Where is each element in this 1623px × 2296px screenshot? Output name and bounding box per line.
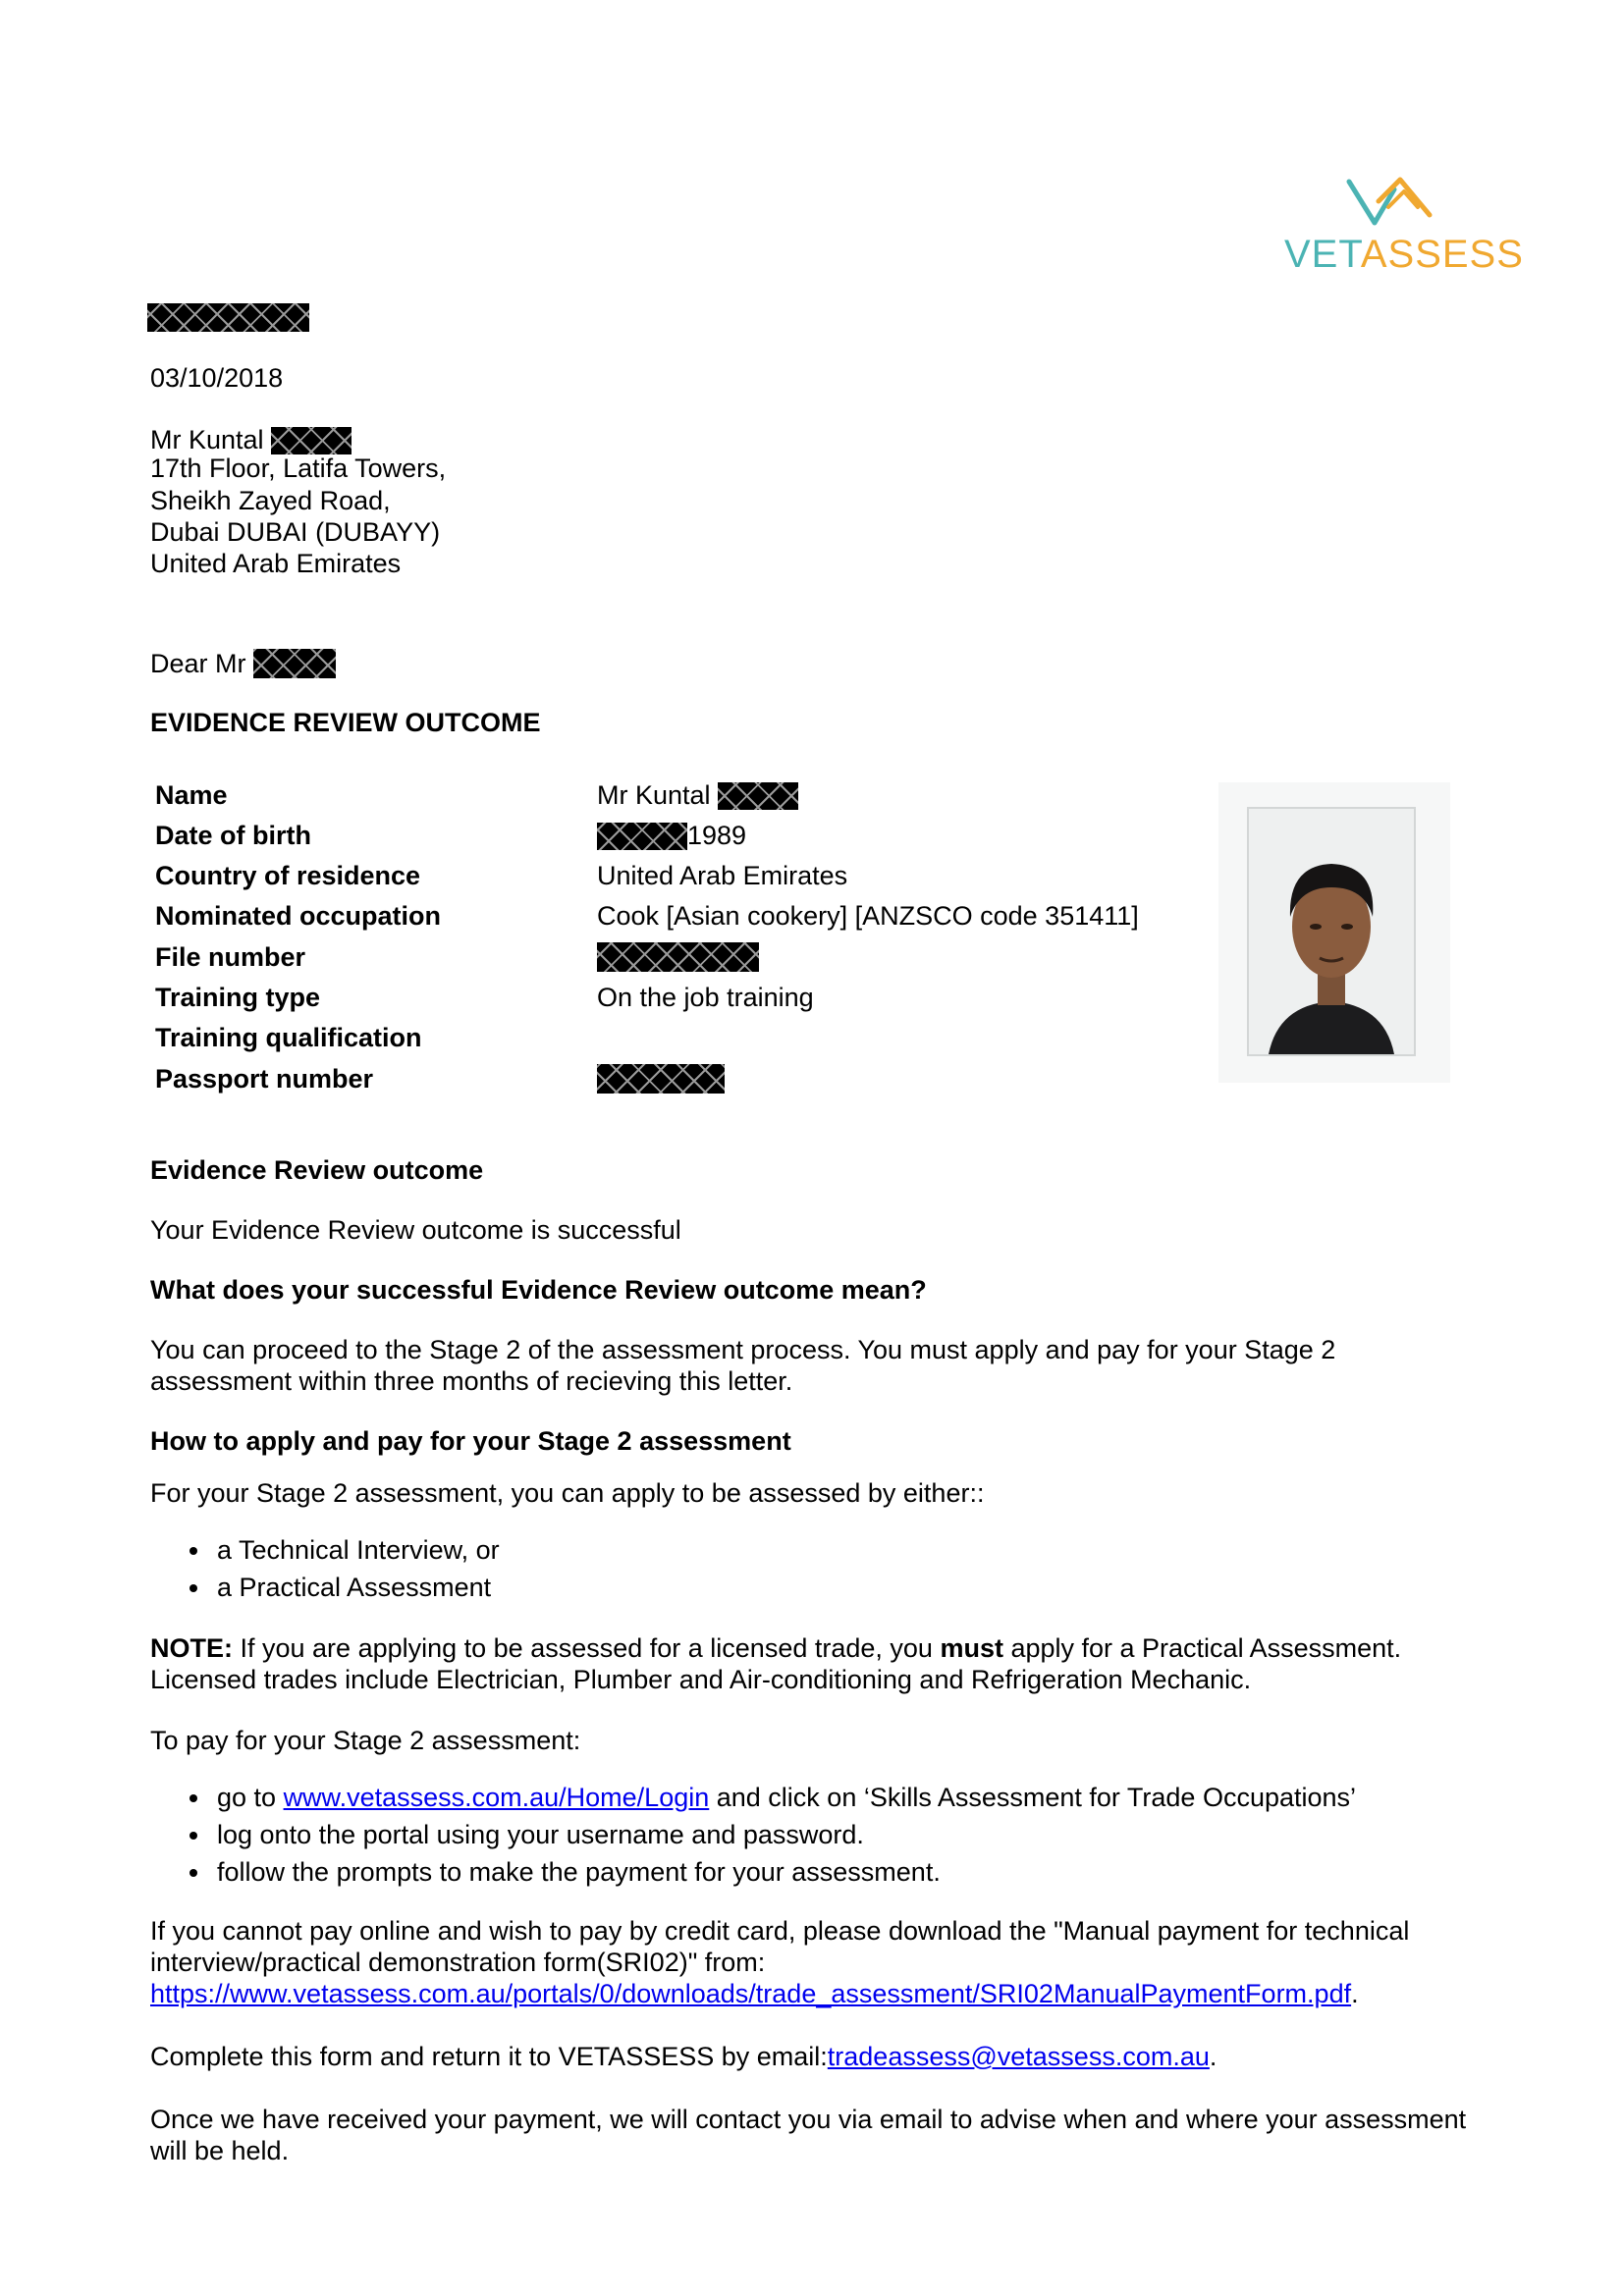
outcome-heading: Evidence Review outcome [150, 1155, 484, 1185]
redacted-salutation-name [253, 649, 336, 678]
redacted-reference [147, 303, 309, 332]
applicant-photo [1249, 809, 1414, 1054]
assessment-options-list [150, 1531, 500, 1606]
person-portrait-icon [1249, 809, 1414, 1054]
details-value [597, 936, 1139, 978]
details-label: Date of birth [155, 821, 311, 850]
redacted-dob [597, 823, 687, 850]
pay-step1-post: and click on ‘Skills Assessment for Trade Occupations’ [709, 1783, 1357, 1812]
meaning-heading: What does your successful Evidence Review outcome mean? [150, 1275, 927, 1305]
letter-heading: EVIDENCE REVIEW OUTCOME [150, 708, 541, 737]
logo-wordmark [1284, 233, 1524, 277]
details-label: Training type [155, 983, 321, 1012]
name-value: Mr Kuntal [597, 780, 711, 810]
tradeassess-email-link[interactable]: tradeassess@vetassess.com.au [827, 2042, 1210, 2071]
meaning-text: You can proceed to the Stage 2 of the assessment process. You must apply and pay for your Stage 2 assessment within three months of recieving this letter. [150, 1335, 1336, 1396]
details-row [155, 775, 1139, 816]
return-end: . [1209, 2042, 1217, 2071]
redacted-file-number [597, 942, 759, 972]
redacted-passport-number [597, 1064, 725, 1094]
details-label: File number [155, 941, 306, 972]
payment-steps-list [150, 1779, 1356, 1891]
details-row [155, 1058, 1139, 1099]
details-row [155, 856, 1139, 896]
manual-payment-text [150, 1915, 1446, 2009]
details-label: Passport number [155, 1063, 374, 1094]
list-item: log onto the portal using your username and password. [150, 1816, 1356, 1853]
final-text: Once we have received your payment, we will contact you via email to advise when and where your assessment will be held. [150, 2105, 1467, 2165]
details-row [155, 816, 1139, 856]
return-form-text [150, 2041, 1217, 2072]
dob-value: 1989 [687, 821, 747, 850]
note-text-1: If you are applying to be assessed for a licensed trade, you [233, 1633, 941, 1663]
details-value [597, 1018, 1139, 1058]
address-line-2: Sheikh Zayed Road, [150, 486, 391, 515]
details-value [597, 816, 1139, 856]
note-paragraph [150, 1632, 1486, 1695]
pay-step1-pre: go to [217, 1783, 284, 1812]
vetassess-login-link[interactable]: www.vetassess.com.au/Home/Login [283, 1783, 710, 1812]
list-item [150, 1779, 1356, 1816]
details-value [597, 775, 1139, 816]
logo-text-vet: VET [1284, 233, 1361, 276]
details-label: Training qualification [155, 1023, 422, 1052]
apply-heading: How to apply and pay for your Stage 2 assessment [150, 1426, 791, 1456]
logo-text-assess: ASSESS [1360, 233, 1524, 276]
details-row [155, 1018, 1139, 1058]
redacted-name-value [718, 782, 798, 810]
details-value: Cook [Asian cookery] [ANZSCO code 351411] [597, 901, 1139, 931]
address-name: Mr Kuntal [150, 425, 264, 454]
details-value [597, 1058, 1139, 1099]
details-row [155, 896, 1139, 936]
outcome-text: Your Evidence Review outcome is successful [150, 1215, 681, 1245]
note-must: must [940, 1633, 1003, 1663]
redacted-surname [271, 427, 352, 454]
note-text-2: apply for a Practical Assessment. Licensed trades include Electrician, Plumber and Air-conditioning and Refrigeration Mechanic. [150, 1633, 1402, 1694]
manual-link-end: . [1351, 1979, 1359, 2008]
details-value: United Arab Emirates [597, 861, 848, 890]
details-label: Name [155, 780, 228, 810]
address-line-4: United Arab Emirates [150, 549, 402, 578]
list-item: follow the prompts to make the payment for your assessment. [150, 1853, 1356, 1891]
list-item: a Practical Assessment [150, 1569, 500, 1606]
logo-mark-icon [1345, 172, 1435, 231]
apply-text: For your Stage 2 assessment, you can apply to be assessed by either:: [150, 1478, 985, 1508]
vetassess-logo [1276, 172, 1524, 280]
details-label: Country of residence [155, 861, 421, 890]
pay-intro: To pay for your Stage 2 assessment: [150, 1726, 581, 1755]
details-row [155, 978, 1139, 1018]
address-line-3: Dubai DUBAI (DUBAYY) [150, 517, 441, 547]
list-item: a Technical Interview, or [150, 1531, 500, 1569]
details-row [155, 936, 1139, 978]
manual-payment-form-link[interactable]: https://www.vetassess.com.au/portals/0/downloads/trade_assessment/SRI02ManualPaymentForm.pdf [150, 1979, 1352, 2008]
note-label: NOTE: [150, 1633, 233, 1663]
salutation-text: Dear Mr [150, 649, 246, 678]
letter-date: 03/10/2018 [150, 363, 284, 393]
return-text: Complete this form and return it to VETASSESS by email: [150, 2042, 828, 2071]
details-table [155, 775, 1139, 1099]
address-name-line [150, 421, 352, 455]
salutation [150, 643, 336, 679]
manual-text: If you cannot pay online and wish to pay by credit card, please download the "Manual payment for technical interview/practical demonstration form(SRI02)" from: [150, 1916, 1410, 1977]
address-line-1: 17th Floor, Latifa Towers, [150, 454, 447, 483]
details-value: On the job training [597, 983, 814, 1012]
details-label: Nominated occupation [155, 901, 442, 931]
